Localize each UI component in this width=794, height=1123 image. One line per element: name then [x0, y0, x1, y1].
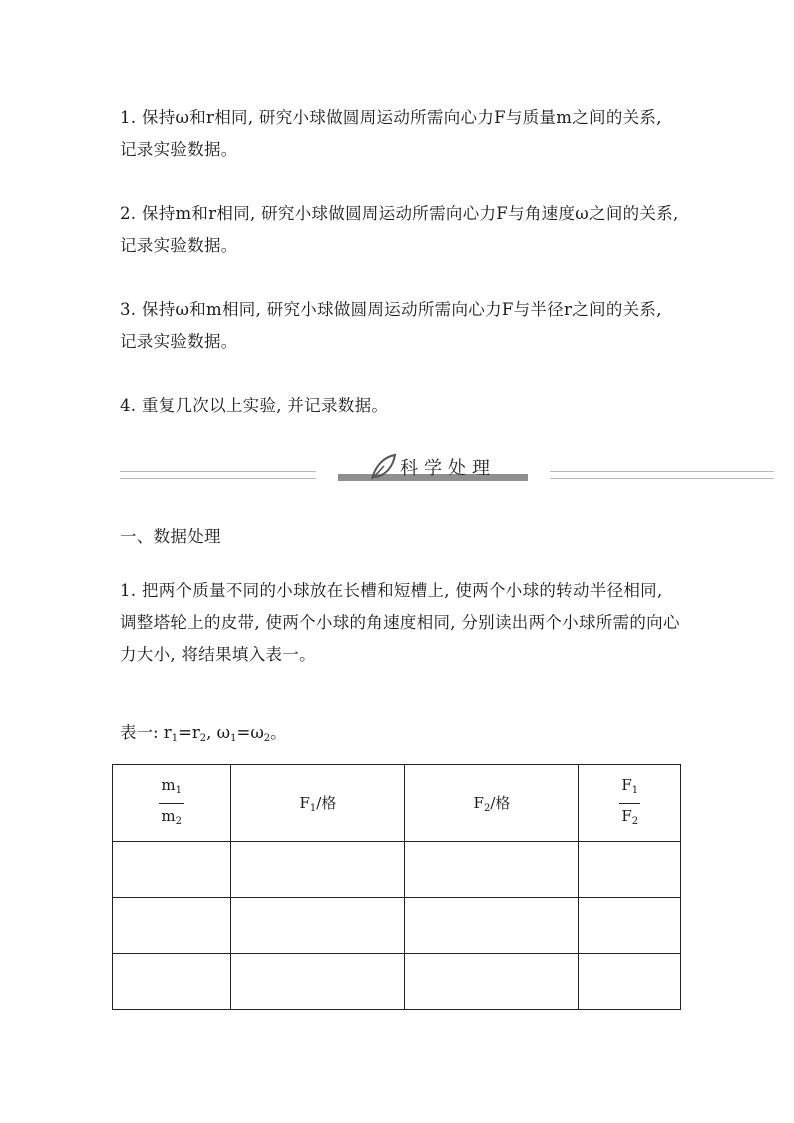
- table-caption: 表一: $r_1=r_2$, $\omega_1=\omega_2$。: [120, 723, 287, 744]
- table-cell: [405, 954, 579, 1010]
- header-mass-ratio: $\frac{m_1}{m_2}$: [113, 765, 231, 842]
- step-1-text: 1. 保持ω和r相同, 研究小球做圆周运动所需向心力F与质量m之间的关系, 记录实验数据。: [120, 108, 662, 159]
- table-cell: [405, 842, 579, 898]
- table-cell: [579, 842, 681, 898]
- data-table: [112, 764, 681, 1010]
- table-cell: [231, 954, 405, 1010]
- banner-ribbon: [338, 452, 528, 482]
- header-f1: $F_1/$格: [231, 765, 405, 842]
- banner-rule-right: [550, 471, 774, 479]
- table-cell: [231, 898, 405, 954]
- section-banner: [120, 452, 774, 484]
- table-header-row: [113, 765, 681, 842]
- table-cell: [113, 842, 231, 898]
- table-cell: [113, 898, 231, 954]
- table-row: [113, 954, 681, 1010]
- table-cell: [231, 842, 405, 898]
- table-row: [113, 898, 681, 954]
- header-force-ratio: $\frac{F_1}{F_2}$: [579, 765, 681, 842]
- table-cell: [405, 898, 579, 954]
- step-4-text: 4. 重复几次以上实验, 并记录数据。: [120, 396, 389, 415]
- table-cell: [579, 898, 681, 954]
- table-cell: [579, 954, 681, 1010]
- section-step-1-text: 1. 把两个质量不同的小球放在长槽和短槽上, 使两个小球的转动半径相同, 调整塔轮上的皮带, 使两个小球的角速度相同, 分别读出两个小球所需的向心力大小, 将结果填入表一。: [120, 581, 680, 664]
- table-row: [113, 842, 681, 898]
- banner-title: 科学处理: [400, 458, 496, 479]
- leaf-icon: [368, 452, 398, 482]
- banner-rule-left: [120, 471, 316, 479]
- table-cell: [113, 954, 231, 1010]
- step-3-text: 3. 保持ω和m相同, 研究小球做圆周运动所需向心力F与半径r之间的关系, 记录实验数据。: [120, 300, 662, 351]
- header-f2: $F_2/$格: [405, 765, 579, 842]
- step-2-text: 2. 保持m和r相同, 研究小球做圆周运动所需向心力F与角速度ω之间的关系, 记录实验数据。: [120, 204, 679, 255]
- section-heading: 一、数据处理: [120, 527, 221, 546]
